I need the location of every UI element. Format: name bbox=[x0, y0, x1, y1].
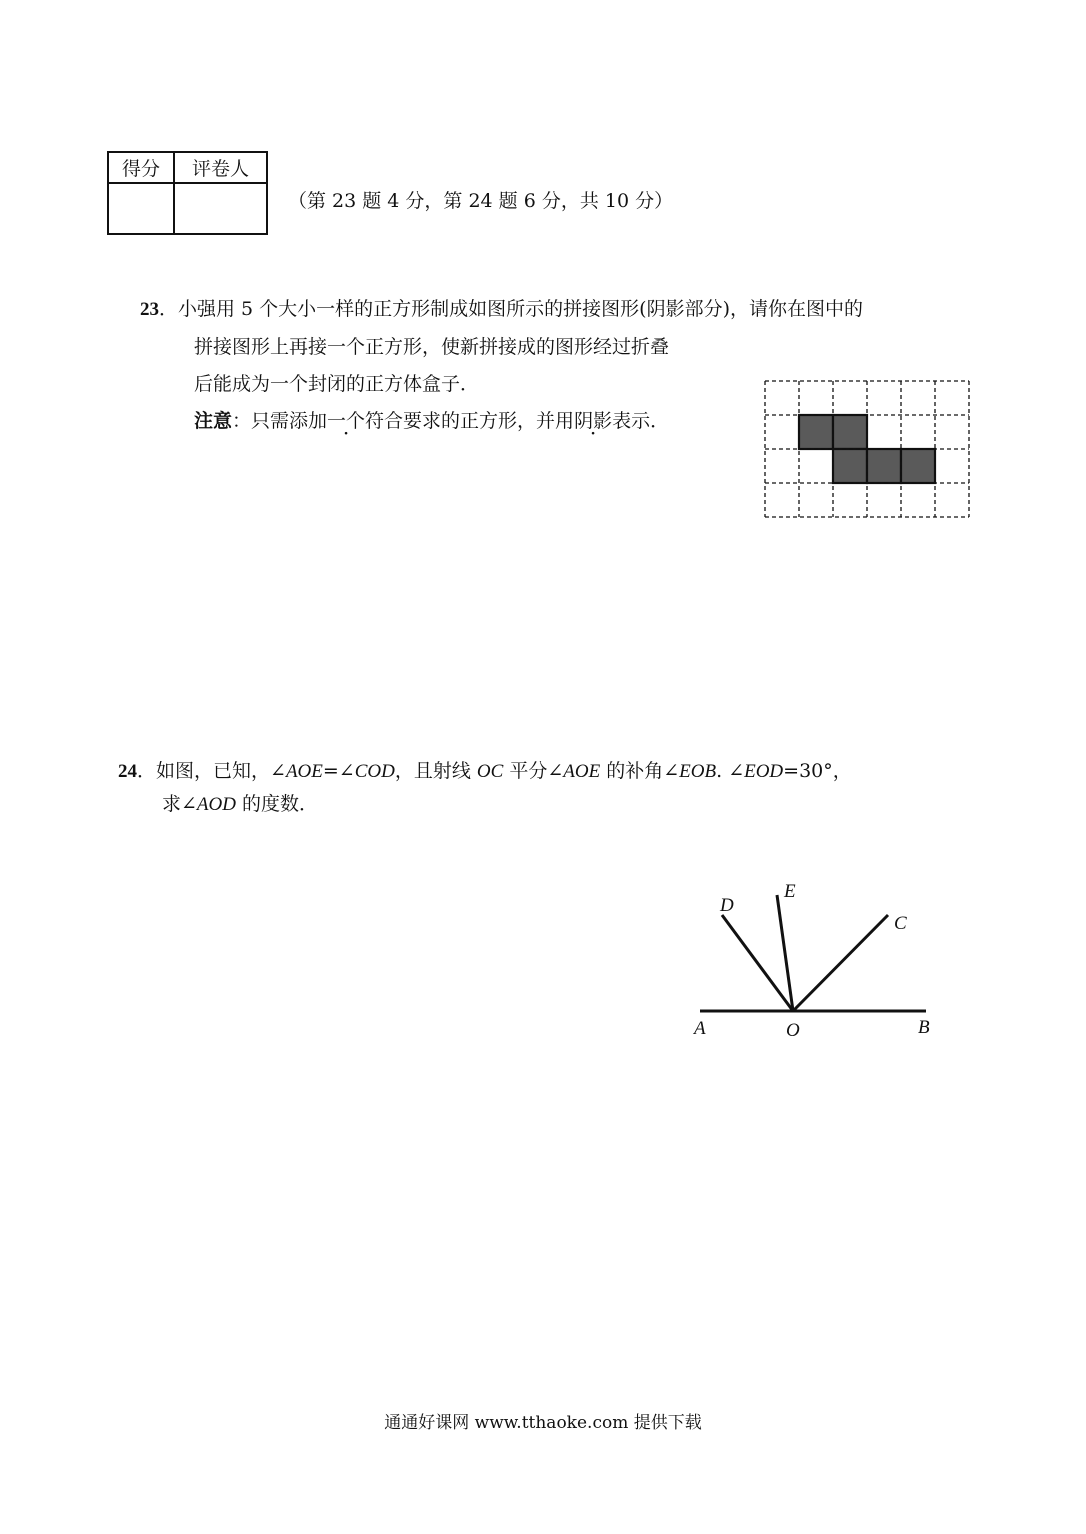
q23-note bbox=[194, 409, 669, 433]
q24-line1: 24．如图，已知，∠AOE=∠COD，且射线 OC 平分∠AOE 的补角∠EOB. ∠EOD=30°， bbox=[118, 760, 852, 782]
label-c: C bbox=[894, 913, 907, 934]
q24-text: 如图，已知，∠ bbox=[156, 760, 286, 782]
label-e: E bbox=[784, 881, 796, 902]
shaded-square bbox=[867, 449, 901, 483]
score-header: 得分 bbox=[108, 152, 174, 183]
label-b: B bbox=[918, 1017, 930, 1038]
q23-note-mid: 符合要求的正方形，并用 bbox=[365, 410, 575, 432]
net-grid-figure bbox=[762, 378, 974, 522]
q23-note-em2: 阴影 bbox=[574, 410, 613, 432]
shaded-square bbox=[833, 415, 867, 449]
q24-text: 的补角∠ bbox=[600, 760, 680, 782]
q24-text: . ∠ bbox=[716, 760, 745, 782]
q23-number: 23 bbox=[140, 299, 159, 320]
q24-angle-aoe-2: AOE bbox=[563, 761, 601, 782]
score-cell bbox=[108, 183, 174, 234]
label-a: A bbox=[694, 1018, 706, 1039]
dashed-grid bbox=[765, 381, 969, 517]
section-note: （第 23 题 4 分，第 24 题 6 分，共 10 分） bbox=[288, 190, 674, 212]
label-d: D bbox=[720, 895, 734, 916]
footer: 通通好课网 www.tthaoke.com 提供下载 bbox=[384, 1413, 702, 1433]
q24-angle-eob: EOB bbox=[679, 761, 717, 782]
score-box bbox=[107, 151, 268, 235]
shaded-square bbox=[799, 415, 833, 449]
q24-number: 24 bbox=[118, 761, 137, 782]
q24-angle-aod: AOD bbox=[196, 794, 236, 815]
q24-line2 bbox=[162, 792, 318, 817]
q24-ray-oc: OC bbox=[476, 761, 504, 782]
shaded-square bbox=[833, 449, 867, 483]
q24-angle-eod: EOD bbox=[744, 761, 784, 782]
q24-text: 的度数． bbox=[235, 793, 319, 815]
q24-angle-cod: COD bbox=[354, 761, 395, 782]
grader-cell bbox=[174, 183, 267, 234]
q23-text-1: 小强用 5 个大小一样的正方形制成如图所示的拼接图形(阴影部分)，请你在图中的 bbox=[178, 298, 864, 320]
q24-text: ， bbox=[832, 760, 852, 782]
label-o: O bbox=[786, 1020, 800, 1041]
ray-oc bbox=[793, 915, 888, 1011]
q23-line3: 后能成为一个封闭的正方体盒子． bbox=[194, 373, 480, 395]
q24-angle-aoe: AOE bbox=[285, 761, 323, 782]
angle-figure bbox=[680, 870, 960, 1050]
q24-text: 平分∠ bbox=[503, 760, 564, 782]
q23-note-em1: 一个 bbox=[327, 410, 366, 432]
q23-note-pre: ：只需添加 bbox=[232, 410, 328, 432]
q23-line2: 拼接图形上再接一个正方形，使新拼接成的图形经过折叠 bbox=[194, 336, 670, 358]
shaded-square bbox=[901, 449, 935, 483]
q23-line1: 23．小强用 5 个大小一样的正方形制成如图所示的拼接图形(阴影部分)，请你在图中的 bbox=[140, 298, 864, 320]
q24-text: =∠ bbox=[322, 760, 355, 782]
q24-text: ，且射线 bbox=[394, 760, 477, 782]
q23-note-label: 注意 bbox=[194, 410, 233, 432]
q24-text: 求∠ bbox=[162, 793, 197, 815]
grader-header: 评卷人 bbox=[174, 152, 267, 183]
q23-note-post: 表示． bbox=[612, 410, 670, 432]
q24-angle-value: =30° bbox=[783, 760, 833, 782]
